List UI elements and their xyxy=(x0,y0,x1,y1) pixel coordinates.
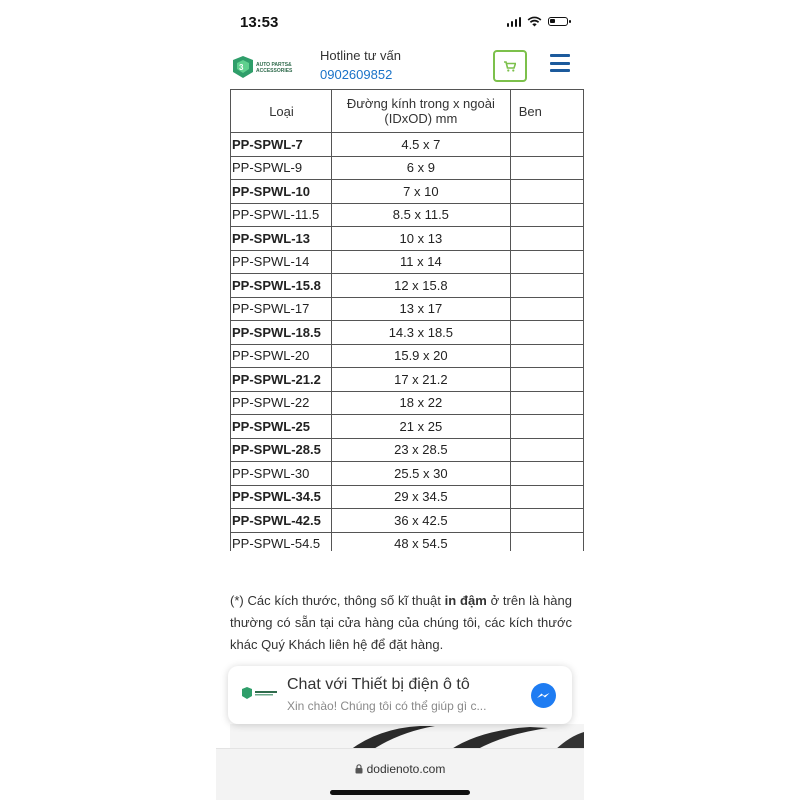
url-text: dodienoto.com xyxy=(366,762,446,776)
cell-diameter: 10 x 13 xyxy=(331,227,510,251)
phone-screen xyxy=(216,0,584,800)
cell-bend xyxy=(510,415,583,439)
cart-icon xyxy=(504,61,516,72)
cell-bend xyxy=(510,180,583,204)
cell-bend xyxy=(510,509,583,533)
cell-diameter: 15.9 x 20 xyxy=(331,344,510,368)
table-row xyxy=(231,415,584,439)
cell-diameter: 21 x 25 xyxy=(331,415,510,439)
table-row xyxy=(231,391,584,415)
cell-diameter: 25.5 x 30 xyxy=(331,462,510,486)
cell-type: PP-SPWL-10 xyxy=(231,180,332,204)
cell-diameter: 36 x 42.5 xyxy=(331,509,510,533)
chat-widget[interactable] xyxy=(228,666,572,724)
table-row xyxy=(231,180,584,204)
stock-note xyxy=(230,590,572,656)
note-text-end: ở trên là hàng thường có sẵn tại cửa hàng của chúng tôi, các kích thước khác Quý Khách liên hệ để đặt hàng. xyxy=(230,593,572,652)
column-header-bend: Ben xyxy=(510,90,583,133)
table-row xyxy=(231,368,584,392)
cell-type: PP-SPWL-7 xyxy=(231,133,332,157)
cell-diameter: 18 x 22 xyxy=(331,391,510,415)
cell-type: PP-SPWL-42.5 xyxy=(231,509,332,533)
hamburger-menu-icon[interactable] xyxy=(550,54,570,72)
cell-diameter: 11 x 14 xyxy=(331,250,510,274)
table-row xyxy=(231,462,584,486)
spec-table xyxy=(230,89,584,551)
spec-table-container[interactable] xyxy=(230,89,584,551)
cell-bend xyxy=(510,462,583,486)
table-row xyxy=(231,297,584,321)
note-text-start: (*) Các kích thước, thông số kĩ thuật xyxy=(230,593,445,608)
status-time: 13:53 xyxy=(240,14,279,31)
cell-bend xyxy=(510,203,583,227)
cell-diameter: 6 x 9 xyxy=(331,156,510,180)
cell-bend xyxy=(510,391,583,415)
cell-type: PP-SPWL-17 xyxy=(231,297,332,321)
cell-diameter: 48 x 54.5 xyxy=(331,532,510,551)
wifi-icon xyxy=(527,16,542,27)
cell-type: PP-SPWL-11.5 xyxy=(231,203,332,227)
cell-bend xyxy=(510,344,583,368)
cell-bend xyxy=(510,438,583,462)
cell-type: PP-SPWL-21.2 xyxy=(231,368,332,392)
cell-bend xyxy=(510,297,583,321)
cell-bend xyxy=(510,227,583,251)
chat-subtitle: Xin chào! Chúng tôi có thể giúp gì c... xyxy=(287,699,487,713)
site-header xyxy=(216,46,584,90)
cell-type: PP-SPWL-34.5 xyxy=(231,485,332,509)
cell-type: PP-SPWL-15.8 xyxy=(231,274,332,298)
table-row xyxy=(231,133,584,157)
status-bar xyxy=(216,0,584,46)
cell-bend xyxy=(510,274,583,298)
table-row xyxy=(231,274,584,298)
table-row xyxy=(231,321,584,345)
table-row xyxy=(231,344,584,368)
cell-type: PP-SPWL-30 xyxy=(231,462,332,486)
table-row xyxy=(231,485,584,509)
url-display[interactable] xyxy=(216,762,584,776)
table-row xyxy=(231,438,584,462)
cell-type: PP-SPWL-18.5 xyxy=(231,321,332,345)
column-header-type: Loại xyxy=(231,90,332,133)
cell-bend xyxy=(510,368,583,392)
cell-diameter: 4.5 x 7 xyxy=(331,133,510,157)
column-header-diameter: Đường kính trong x ngoài (IDxOD) mm xyxy=(331,90,510,133)
cell-type: PP-SPWL-13 xyxy=(231,227,332,251)
cell-diameter: 29 x 34.5 xyxy=(331,485,510,509)
cell-bend xyxy=(510,485,583,509)
browser-address-bar[interactable] xyxy=(216,748,584,800)
status-icons xyxy=(507,16,569,27)
svg-text:3: 3 xyxy=(239,63,244,72)
cell-bend xyxy=(510,532,583,551)
logo-mark-icon xyxy=(230,54,310,80)
cell-type: PP-SPWL-28.5 xyxy=(231,438,332,462)
cell-diameter: 12 x 15.8 xyxy=(331,274,510,298)
cell-type: PP-SPWL-14 xyxy=(231,250,332,274)
messenger-icon[interactable] xyxy=(531,683,556,708)
cell-type: PP-SPWL-25 xyxy=(231,415,332,439)
table-row xyxy=(231,509,584,533)
table-row xyxy=(231,156,584,180)
cell-diameter: 14.3 x 18.5 xyxy=(331,321,510,345)
cell-type: PP-SPWL-22 xyxy=(231,391,332,415)
table-row xyxy=(231,227,584,251)
site-logo[interactable] xyxy=(230,54,310,80)
cell-diameter: 17 x 21.2 xyxy=(331,368,510,392)
table-row xyxy=(231,203,584,227)
svg-text:AUTO PARTS&: AUTO PARTS& xyxy=(256,62,292,68)
cell-diameter: 13 x 17 xyxy=(331,297,510,321)
hotline-label: Hotline tư vấn xyxy=(320,48,401,63)
product-image xyxy=(230,724,584,750)
hotline-phone-link[interactable]: 0902609852 xyxy=(320,67,393,82)
cell-bend xyxy=(510,321,583,345)
lock-icon xyxy=(355,764,363,774)
table-header-row xyxy=(231,90,584,133)
chat-logo-icon xyxy=(240,686,280,700)
table-row xyxy=(231,532,584,551)
battery-icon xyxy=(548,17,568,26)
chat-title: Chat với Thiết bị điện ô tô xyxy=(287,676,470,693)
cellular-signal-icon xyxy=(507,17,522,27)
cart-button[interactable] xyxy=(493,50,527,82)
cell-type: PP-SPWL-9 xyxy=(231,156,332,180)
cell-type: PP-SPWL-54.5 xyxy=(231,532,332,551)
note-bold-text: in đậm xyxy=(444,593,487,608)
corrugated-hose-image xyxy=(230,724,584,750)
cell-bend xyxy=(510,156,583,180)
cell-diameter: 7 x 10 xyxy=(331,180,510,204)
cell-type: PP-SPWL-20 xyxy=(231,344,332,368)
table-row xyxy=(231,250,584,274)
home-indicator[interactable] xyxy=(330,790,470,795)
cell-diameter: 8.5 x 11.5 xyxy=(331,203,510,227)
svg-text:ACCESSORIES: ACCESSORIES xyxy=(256,68,293,74)
cell-bend xyxy=(510,133,583,157)
cell-diameter: 23 x 28.5 xyxy=(331,438,510,462)
cell-bend xyxy=(510,250,583,274)
